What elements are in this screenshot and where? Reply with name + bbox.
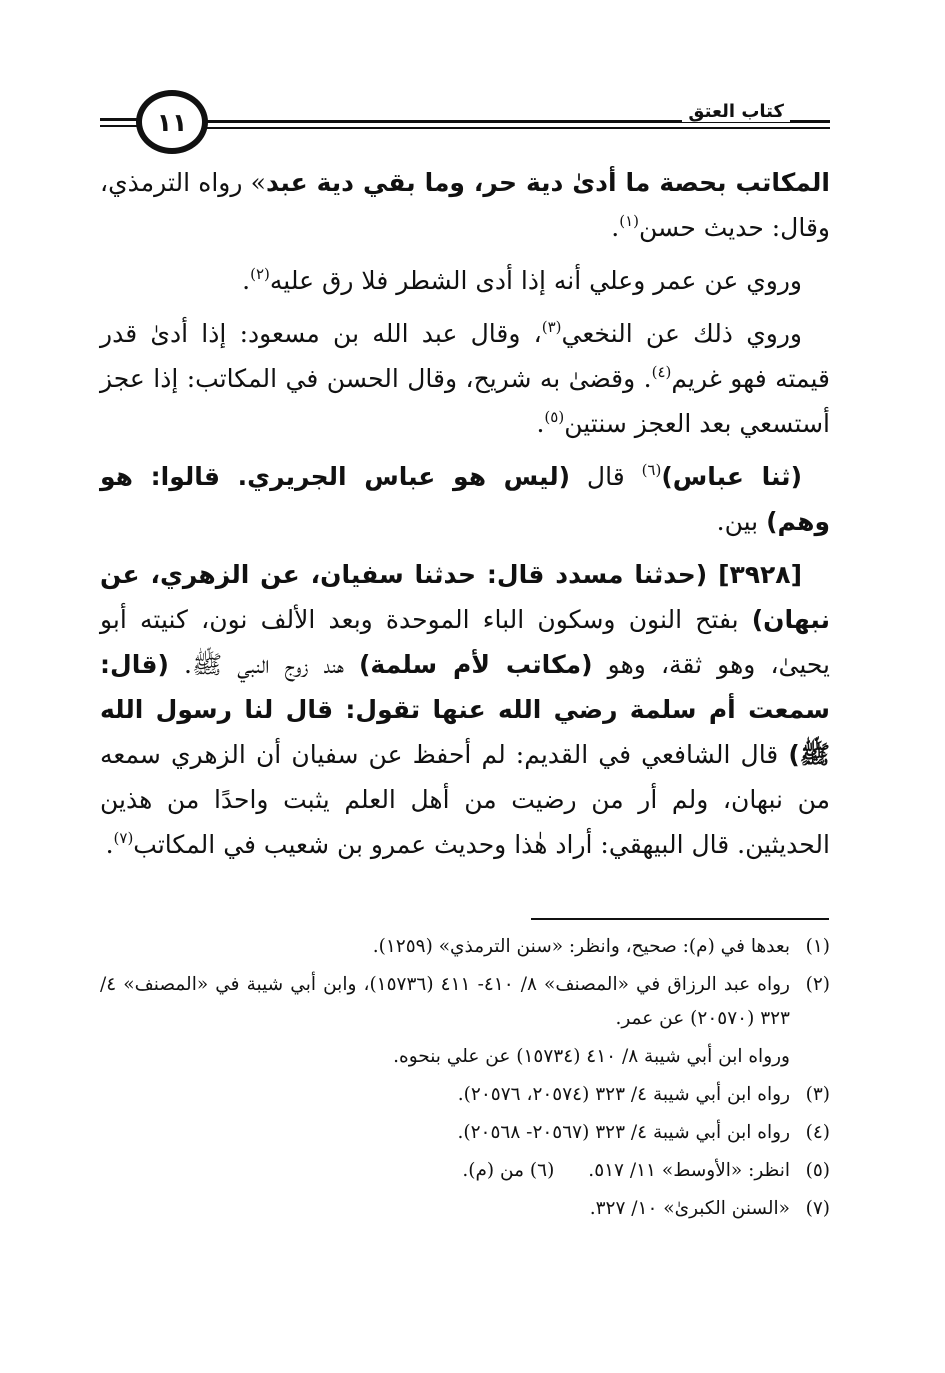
- footnote-ref: (٥): [544, 408, 565, 426]
- footnote-text: «السنن الكبرىٰ» ١٠/ ٣٢٧.: [589, 1198, 790, 1219]
- header-rule-left-thin: [100, 125, 140, 127]
- text-span: » رواه الترمذي، وقال: حديث حسن: [100, 168, 830, 242]
- text-span: .: [536, 409, 545, 438]
- footnote-text: رواه ابن أبي شيبة ٤/ ٣٢٣ (٢٠٥٦٧- ٢٠٥٦٨).: [457, 1122, 790, 1143]
- footnote-ref: (٤): [651, 363, 672, 381]
- footnote-number: (٧): [805, 1198, 830, 1219]
- footnote-4: [100, 1116, 830, 1150]
- footnote-text: بعدها في (م): صحيح، وانظر: «سنن الترمذي» (١٢٥٩).: [372, 936, 790, 957]
- paragraph-3: [100, 311, 830, 446]
- footnote-1: [100, 930, 830, 964]
- footnote-text: رواه عبد الرزاق في «المصنف» ٨/ ٤١٠- ٤١١ (١٥٧٣٦)، وابن أبي شيبة في «المصنف» ٤/ ٣٢٣ (٢٠٥٧٠) عن عمر.: [100, 974, 790, 1029]
- text-span: . وقضىٰ به شريح، وقال الحسن في المكاتب: إذا عجز أستسعي بعد العجز سنتين: [100, 364, 830, 438]
- text-span: وروي عن عمر وعلي أنه إذا أدى الشطر فلا رق عليه: [269, 266, 802, 295]
- footnote-separator: [531, 918, 829, 920]
- paragraph-1: [100, 160, 830, 250]
- footnote-line: [100, 1154, 790, 1188]
- text-span: ، وقال عبد الله بن مسعود: إذا أدىٰ قدر قيمته فهو غريم: [100, 319, 830, 393]
- bold-quote: (ليس هو عباس الجريري. قالوا: هو وهم): [100, 462, 830, 536]
- header-rule-left: [100, 118, 140, 121]
- main-text: [100, 160, 830, 875]
- text-span: هند زوج النبي ﷺ.: [168, 650, 359, 679]
- footnote-number: (٥): [805, 1160, 830, 1181]
- footnote-ref: (١): [619, 212, 639, 230]
- footnote-ref: (٢): [250, 265, 270, 283]
- page-number: ١١: [136, 90, 208, 154]
- header-rule-main-thin: [205, 127, 830, 129]
- bold-quote: (قال: سمعت أم سلمة رضي الله عنها تقول: قال لنا رسول الله ﷺ): [100, 650, 830, 769]
- footnote-number: (٣): [805, 1084, 830, 1105]
- footnote-number: (١): [805, 936, 830, 957]
- running-title: كتاب العتق: [682, 101, 790, 122]
- footnote-ref: (٧): [113, 829, 134, 847]
- footnote-2: [100, 968, 830, 1036]
- text-span: بفتح النون وسكون الباء الموحدة وبعد الألف نون، كنيته أبو يحيىٰ، وهو ثقة، وهو: [100, 605, 830, 679]
- paragraph-2: [100, 258, 830, 303]
- paragraph-4: [100, 454, 830, 544]
- footnote-number: (٤): [805, 1122, 830, 1143]
- text-span: قال الشافعي في القديم: لم أحفظ عن سفيان أن الزهري سمعه من نبهان، ولم أر من رضيت من أهل العلم يثبت واحدًا من هذين الحديثين. قال البيهقي: أراد هٰذا وحديث عمرو بن شعيب في المكاتب: [100, 740, 830, 859]
- text-span: .: [611, 213, 620, 242]
- footnote-ref: (٦): [641, 461, 662, 479]
- footnote-text: رواه ابن أبي شيبة ٤/ ٣٢٣ (٢٠٥٧٤، ٢٠٥٧٦).: [457, 1084, 790, 1105]
- paragraph-5: [100, 552, 830, 867]
- bold-quote: (مكاتب لأم سلمة): [359, 650, 593, 679]
- text-span: .: [242, 266, 251, 295]
- footnote-number: (٢): [805, 974, 830, 995]
- footnote-3: [100, 1078, 830, 1112]
- text-span: قال: [570, 462, 642, 491]
- text-span: .: [105, 830, 114, 859]
- footnote-2-continuation: [100, 1040, 830, 1074]
- footnote-text: من (م).: [462, 1160, 525, 1181]
- footnotes: [100, 930, 830, 1230]
- footnote-text: ورواه ابن أبي شيبة ٨/ ٤١٠ (١٥٧٣٤) عن علي بنحوه.: [393, 1046, 790, 1067]
- hadith-number-chain: [٣٩٢٨] (حدثنا مسدد قال: حدثنا سفيان، عن الزهري، عن نبهان): [100, 560, 830, 634]
- text-span: بين.: [716, 507, 767, 536]
- bold-quote: (ثنا عباس): [661, 462, 802, 491]
- text-span: وروي ذلك عن النخعي: [561, 319, 802, 348]
- footnote-number: (٦): [529, 1160, 555, 1181]
- footnote-ref: (٣): [541, 318, 562, 336]
- footnote-text: انظر: «الأوسط» ١١/ ٥١٧.: [588, 1160, 790, 1181]
- footnote-7: [100, 1192, 830, 1226]
- footnote-5-6: [100, 1154, 830, 1188]
- bold-quote: المكاتب بحصة ما أدىٰ دية حر، وما بقي دية عبد: [265, 168, 830, 197]
